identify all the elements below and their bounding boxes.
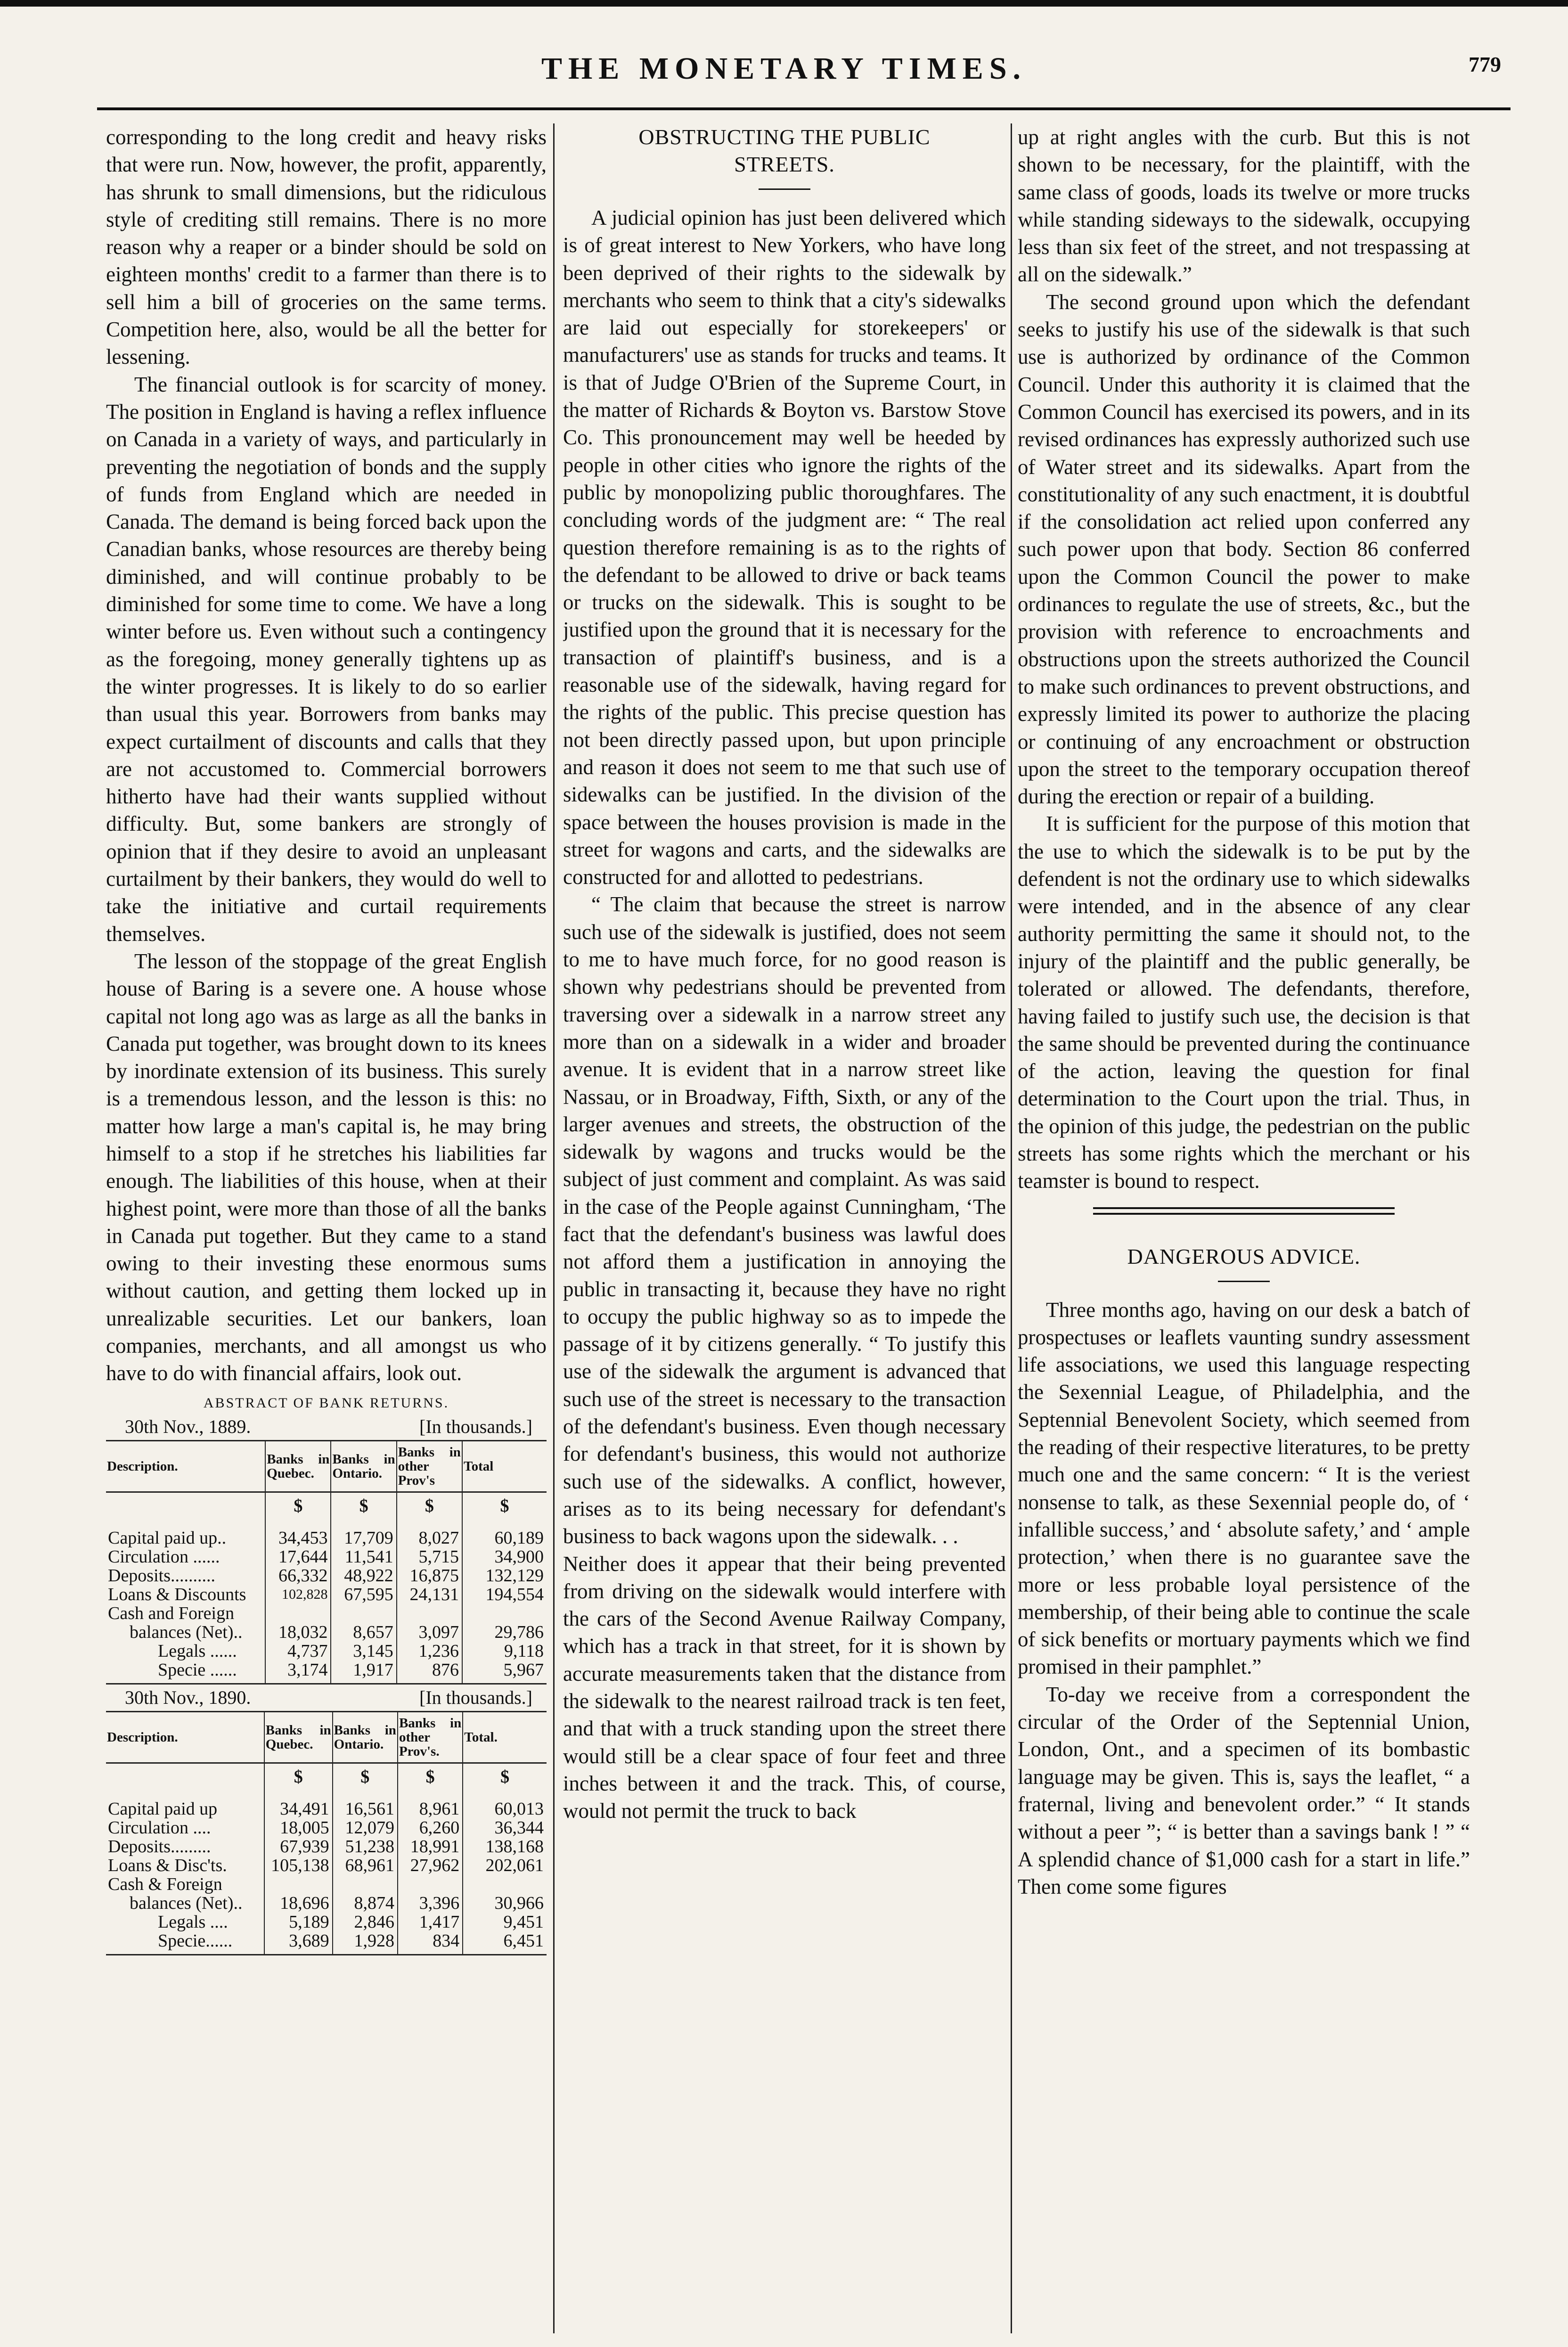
table-cell: 6,451: [463, 1931, 547, 1955]
bank-returns-table-1889: [106, 1440, 547, 1685]
table-cell: 18,696: [264, 1894, 333, 1913]
units-row: [106, 1492, 547, 1529]
article-heading: [563, 123, 1006, 178]
heading-rule: [1218, 1281, 1270, 1282]
table-cell: [331, 1604, 396, 1623]
table-cell: [333, 1875, 398, 1894]
table-cell: $: [333, 1763, 398, 1799]
column-header: Description.: [107, 1458, 178, 1474]
table-row: [106, 1913, 547, 1931]
table-cell: 834: [398, 1931, 463, 1955]
row-label: Specie ......: [158, 1660, 237, 1680]
table-cell: 3,097: [397, 1623, 462, 1642]
units-row: [106, 1763, 547, 1799]
column-header: Banks in Ontario.: [333, 1711, 398, 1763]
table-cell: 105,138: [264, 1856, 333, 1875]
paragraph: To-day we receive from a correspondent the circular of the Order of the Septennial Union, London, Ont., and a specimen of its bombastic language may be given. This is, says the leaflet, “ a fraternal, living and benevolent order.” “ It stands without a peer ”; “ is better than a savings bank ! ” “ A splendid chance of $1,000 cash for a start in life.” Then come some figures: [1018, 1682, 1470, 1898]
table-cell: 51,238: [333, 1837, 398, 1856]
table-cell: [264, 1875, 333, 1894]
row-label: Capital paid up: [108, 1799, 218, 1819]
paragraph: The lesson of the stoppage of the great English house of Baring is a severe one. A house whose capital not long ago was as large as all the banks in Canada put together, was brought down to its knees by inordinate extension of its business. This surely is a tremendous lesson, and the lesson is this: no matter how large a man's capital is, he may bring himself to a stop if he stretches his liabilities far enough. The liabilities of this house, when at their highest point, were more than those of all the banks in Canada put together. But they came to a stand owing to their investing these enormous sums without caution, and getting them locked up in unrealizable securities. Let our bankers, loan companies, merchants, and all amongst us who have to do with financial affairs, look out.: [106, 949, 547, 1385]
table-row: [106, 1660, 547, 1684]
column-divider: [553, 123, 555, 2333]
paragraph: A judicial opinion has just been delivered which is of great interest to New Yorkers, who have long been deprived of their rights to the sidewalk by merchants who seem to think that a city's sidewalks are laid out especially for storekeepers' or manufacturers' use as stands for trucks and teams. It is that of Judge O'Brien of the Supreme Court, in the matter of Richards & Boyton vs. Barstow Stove Co. This pronouncement may well be heeded by people in other cities who ignore the rights of the public by monopolizing public thoroughfares. The concluding words of the judgment are: “ The real question therefore remaining is as to the rights of the defendant to be allowed to drive or back teams or trucks on the sidewalk. This is sought to be justified upon the ground that it is necessary for the transaction of plaintiff's business, and is a reasonable use of the sidewalk, having regard for the rights of the public. This precise question has not been directly passed upon, but upon principle and reason it does not seem to me that such use of sidewalks can be justified. In the division of the space between the houses provision is made in the street for wagons and carts, and the sidewalks are constructed for and allotted to pedestrians.: [563, 206, 1006, 889]
table-row: [106, 1931, 547, 1955]
table-cell: 34,453: [265, 1529, 331, 1547]
bank-returns-table-1890: [106, 1711, 547, 1955]
paragraph: Three months ago, having on our desk a batch of prospectuses or leaflets vaunting sundry assessment life associations, we used this language respecting the Sexennial League, of Philadelphia, and the Septennial Benevolent Society, which seemed from the reading of their respective literatures, to be pretty much one and the same concern: “ It is the veriest nonsense to talk, as these Sexennial people do, of ‘ infallible success,’ and ‘ absolute safety,’ and ‘ ample protection,’ when there is no guarantee save the more or less probable loyal persistence of the membership, of their being able to continue the scale of sick benefits or mortuary payments which we find promised in their pamphlet.”: [1018, 1298, 1470, 1679]
row-label: Cash & Foreign: [108, 1874, 222, 1894]
table-date: 30th Nov., 1889.: [125, 1415, 251, 1437]
table-cell: 5,715: [397, 1547, 462, 1566]
table-cell: 132,129: [462, 1566, 547, 1585]
table-cell: 16,875: [397, 1566, 462, 1585]
table-cell: $: [397, 1492, 462, 1529]
paragraph: corresponding to the long credit and heavy risks that were run. Now, however, the profit, apparently, has shrunk to small dimensions, but the ridiculous style of crediting still remains. There is no more reason why a reaper or a binder should be sold on eighteen months' credit to a farmer than there is to sell him a bill of groceries on the same terms. Competition here, also, would be all the better for lessening.: [106, 125, 547, 369]
table-cell: 30,966: [463, 1894, 547, 1913]
row-label: balances (Net)..: [130, 1893, 243, 1913]
table-caption: [106, 1685, 547, 1711]
table-cell: 1,417: [398, 1913, 463, 1931]
table-cell: 18,005: [264, 1818, 333, 1837]
table-cell: [462, 1604, 547, 1623]
table-cell: 1,928: [333, 1931, 398, 1955]
table-cell: 194,554: [462, 1585, 547, 1604]
table-cell: 2,846: [333, 1913, 398, 1931]
table-cell: 27,962: [398, 1856, 463, 1875]
table-row: [106, 1604, 547, 1623]
table-cell: [463, 1875, 547, 1894]
table-cell: [106, 1763, 264, 1799]
table-cell: 8,657: [331, 1623, 396, 1642]
table-cell: 5,967: [462, 1660, 547, 1684]
article-heading-line: OBSTRUCTING THE PUBLIC: [638, 125, 931, 149]
column-1: [106, 123, 547, 2333]
table-cell: 5,189: [264, 1913, 333, 1931]
table-row: [106, 1566, 547, 1585]
table-header-row: [106, 1440, 547, 1492]
table-cell: 48,922: [331, 1566, 396, 1585]
table-cell: 3,145: [331, 1642, 396, 1660]
table-cell: 9,451: [463, 1913, 547, 1931]
table-cell: 8,027: [397, 1529, 462, 1547]
table-row: [106, 1818, 547, 1837]
row-label: Legals ....: [158, 1912, 228, 1932]
header-rule: [97, 107, 1511, 110]
row-label: Capital paid up..: [108, 1528, 227, 1548]
table-row: [106, 1547, 547, 1566]
table-cell: 66,332: [265, 1566, 331, 1585]
paragraph: It is sufficient for the purpose of this motion that the use to which the sidewalk is to be put by the defendent is not the ordinary use to which sidewalks were intended, and in the absence of any clear authority permitting the same it should not, to the injury of the plaintiff and the public generally, be tolerated or allowed. The defendants, therefore, having failed to justify such use, the decision is that the same should be prevented during the continuance of the action, leaving the question for final determination to the Court upon the trial. Thus, in the opinion of this judge, the pedestrian on the public streets has some rights which the merchant or his teamster is bound to respect.: [1018, 812, 1470, 1193]
paragraph: The financial outlook is for scarcity of money. The position in England is having a reflex influence on Canada in a variety of ways, and particularly in preventing the negotiation of bonds and the supply of funds from England which are needed in Canada. The demand is being forced back upon the Canadian banks, whose resources are thereby being diminished, and will continue probably to be diminished for some time to come. We have a long winter before us. Even without such a contingency as the foregoing, money generally tightens up as the winter progresses. It is likely to do so earlier than usual this year. Borrowers from banks may expect curtailment of discounts and calls that they are not accustomed to. Commercial borrowers hitherto have had their wants supplied without difficulty. But, some bankers are strongly of opinion that if they desire to avoid an unpleasant curtailment by their bankers, they would do well to take the initiative and curtail requirements themselves.: [106, 372, 547, 946]
masthead: THE MONETARY TIMES.: [541, 51, 1027, 86]
table-cell: 18,991: [398, 1837, 463, 1856]
table-cell: 6,260: [398, 1818, 463, 1837]
column-header: Banks in Ontario.: [331, 1440, 396, 1492]
table-cell: 876: [397, 1660, 462, 1684]
paragraph: The second ground upon which the defendant seeks to justify his use of the sidewalk is that such use is authorized by ordinance of the Common Council. Under this authority it is claimed that the Common Council has exercised its powers, and in its revised ordinances has expressly authorized such use of Water street and its sidewalks. Apart from the constitutionality of any such enactment, it is doubtful if the consolidation act relied upon conferred any such power upon that body. Section 86 conferred upon the Common Council the power to make ordinances to regulate the use of streets, &c., but the provision with reference to encroachments and obstructions upon the streets authorized the Council to make such ordinances to prevent obstructions, and expressly limited its power to authorize the placing or continuing of any encroachment or obstruction upon the street to the temporary occupation thereof during the erection or repair of a building.: [1018, 290, 1470, 809]
table-unit-note: [In thousands.]: [419, 1686, 532, 1708]
table-title: ABSTRACT OF BANK RETURNS.: [203, 1395, 449, 1411]
table-cell: 8,961: [398, 1799, 463, 1818]
table-cell: $: [265, 1492, 331, 1529]
article-heading: DANGEROUS ADVICE.: [1127, 1244, 1361, 1268]
page-number: 779: [1469, 52, 1501, 76]
column-3: [1018, 123, 1470, 2333]
table-cell: $: [462, 1492, 547, 1529]
table-caption: [106, 1414, 547, 1440]
table-cell: 9,118: [462, 1642, 547, 1660]
row-label: Legals ......: [158, 1641, 237, 1661]
row-label: Circulation ......: [108, 1546, 220, 1567]
table-cell: [106, 1492, 265, 1529]
table-cell: 138,168: [463, 1837, 547, 1856]
table-cell: 102,828: [265, 1585, 331, 1604]
table-cell: 3,174: [265, 1660, 331, 1684]
table-cell: 60,013: [463, 1799, 547, 1818]
section-divider: [1093, 1207, 1395, 1215]
table-row: [106, 1856, 547, 1875]
column-header: Description.: [107, 1729, 178, 1745]
table-cell: 60,189: [462, 1529, 547, 1547]
table-cell: 24,131: [397, 1585, 462, 1604]
table-unit-note: [In thousands.]: [419, 1415, 532, 1437]
row-label: Specie......: [158, 1930, 233, 1951]
column-header: Banks in other Prov's: [397, 1440, 462, 1492]
table-cell: 3,396: [398, 1894, 463, 1913]
table-row: [106, 1529, 547, 1547]
paragraph: Neither does it appear that their being prevented from driving on the sidewalk would interfere with the cars of the Second Avenue Railway Company, which has a track in that street, for it is shown by accurate measurements taken that the distance from the sidewalk to the nearest railroad track is ten feet, and that with a truck standing upon the street there would still be a clear space of four feet and three inches between it and the track. This, of course, would not permit the truck to back: [563, 1552, 1006, 1823]
row-label: Loans & Discounts: [108, 1584, 246, 1604]
table-cell: 36,344: [463, 1818, 547, 1837]
table-row: [106, 1894, 547, 1913]
table-cell: 34,491: [264, 1799, 333, 1818]
spacer: [1018, 1215, 1470, 1243]
table-cell: 67,595: [331, 1585, 396, 1604]
row-label: Deposits.........: [108, 1836, 211, 1856]
table-row: [106, 1837, 547, 1856]
paragraph: up at right angles with the curb. But this is not shown to be necessary, for the plaintiff, with the same class of goods, loads its twelve or more trucks while standing sideways to the sidewalk, occupying less than six feet of the street, and not trespassing at all on the sidewalk.”: [1018, 125, 1470, 286]
column-divider: [1011, 123, 1012, 2333]
row-label: balances (Net)..: [130, 1622, 243, 1642]
table-cell: $: [398, 1763, 463, 1799]
table-cell: 29,786: [462, 1623, 547, 1642]
table-cell: $: [463, 1763, 547, 1799]
table-cell: [265, 1604, 331, 1623]
table-cell: [397, 1604, 462, 1623]
table-row: [106, 1799, 547, 1818]
table-header-row: [106, 1711, 547, 1763]
row-label: Circulation ....: [108, 1817, 211, 1838]
table-cell: $: [331, 1492, 396, 1529]
column-header: Total.: [463, 1711, 547, 1763]
table-cell: 4,737: [265, 1642, 331, 1660]
table-row: [106, 1642, 547, 1660]
column-header: Banks in Quebec.: [264, 1711, 333, 1763]
table-cell: 17,709: [331, 1529, 396, 1547]
table-cell: 17,644: [265, 1547, 331, 1566]
table-date: 30th Nov., 1890.: [125, 1686, 251, 1708]
table-cell: 202,061: [463, 1856, 547, 1875]
table-cell: 12,079: [333, 1818, 398, 1837]
table-cell: 34,900: [462, 1547, 547, 1566]
heading-rule: [759, 188, 810, 190]
table-cell: 11,541: [331, 1547, 396, 1566]
table-cell: [398, 1875, 463, 1894]
article-heading-line: STREETS.: [734, 152, 835, 176]
table-cell: 3,689: [264, 1931, 333, 1955]
top-border-rule: [0, 0, 1568, 7]
column-header: Banks in other Prov's.: [398, 1711, 463, 1763]
column-2: [563, 123, 1006, 2333]
row-label: Loans & Disc'ts.: [108, 1855, 227, 1875]
table-cell: 1,917: [331, 1660, 396, 1684]
row-label: Deposits..........: [108, 1565, 215, 1586]
table-row: [106, 1585, 547, 1604]
column-header: Banks in Quebec.: [265, 1440, 331, 1492]
table-cell: 16,561: [333, 1799, 398, 1818]
table-cell: 67,939: [264, 1837, 333, 1856]
table-cell: 8,874: [333, 1894, 398, 1913]
column-header: Total: [462, 1440, 547, 1492]
table-cell: 18,032: [265, 1623, 331, 1642]
table-row: [106, 1875, 547, 1894]
table-row: [106, 1623, 547, 1642]
table-cell: $: [264, 1763, 333, 1799]
paragraph: “ The claim that because the street is narrow such use of the sidewalk is justified, does not seem to me to have much force, for no good reason is shown why pedestrians should be prevented from traversing over a sidewalk in a narrow street any more than on a sidewalk in a wider and broader avenue. It is evident that in a narrow street like Nassau, or in Broadway, Fifth, Sixth, or any of the larger avenues and streets, the obstruction of the sidewalk by wagons and trucks would be the subject of just comment and complaint. As was said in the case of the People against Cunningham, ‘The fact that the defendant's business was lawful does not afford them a justification in annoying the public in transacting it, because they have no right to occupy the public highway so as to impede the passage of it by citizens generally. “ To justify this use of the sidewalk the argument is advanced that such use of the street is necessary to the transaction of the defendant's business. Even though necessary for defendant's business, this would not authorize such use of the sidewalks. A conflict, however, arises as to its being necessary for defendant's business to back wagons upon the sidewalk. . .: [563, 892, 1006, 1548]
table-cell: 1,236: [397, 1642, 462, 1660]
row-label: Cash and Foreign: [108, 1603, 235, 1623]
table-cell: 68,961: [333, 1856, 398, 1875]
